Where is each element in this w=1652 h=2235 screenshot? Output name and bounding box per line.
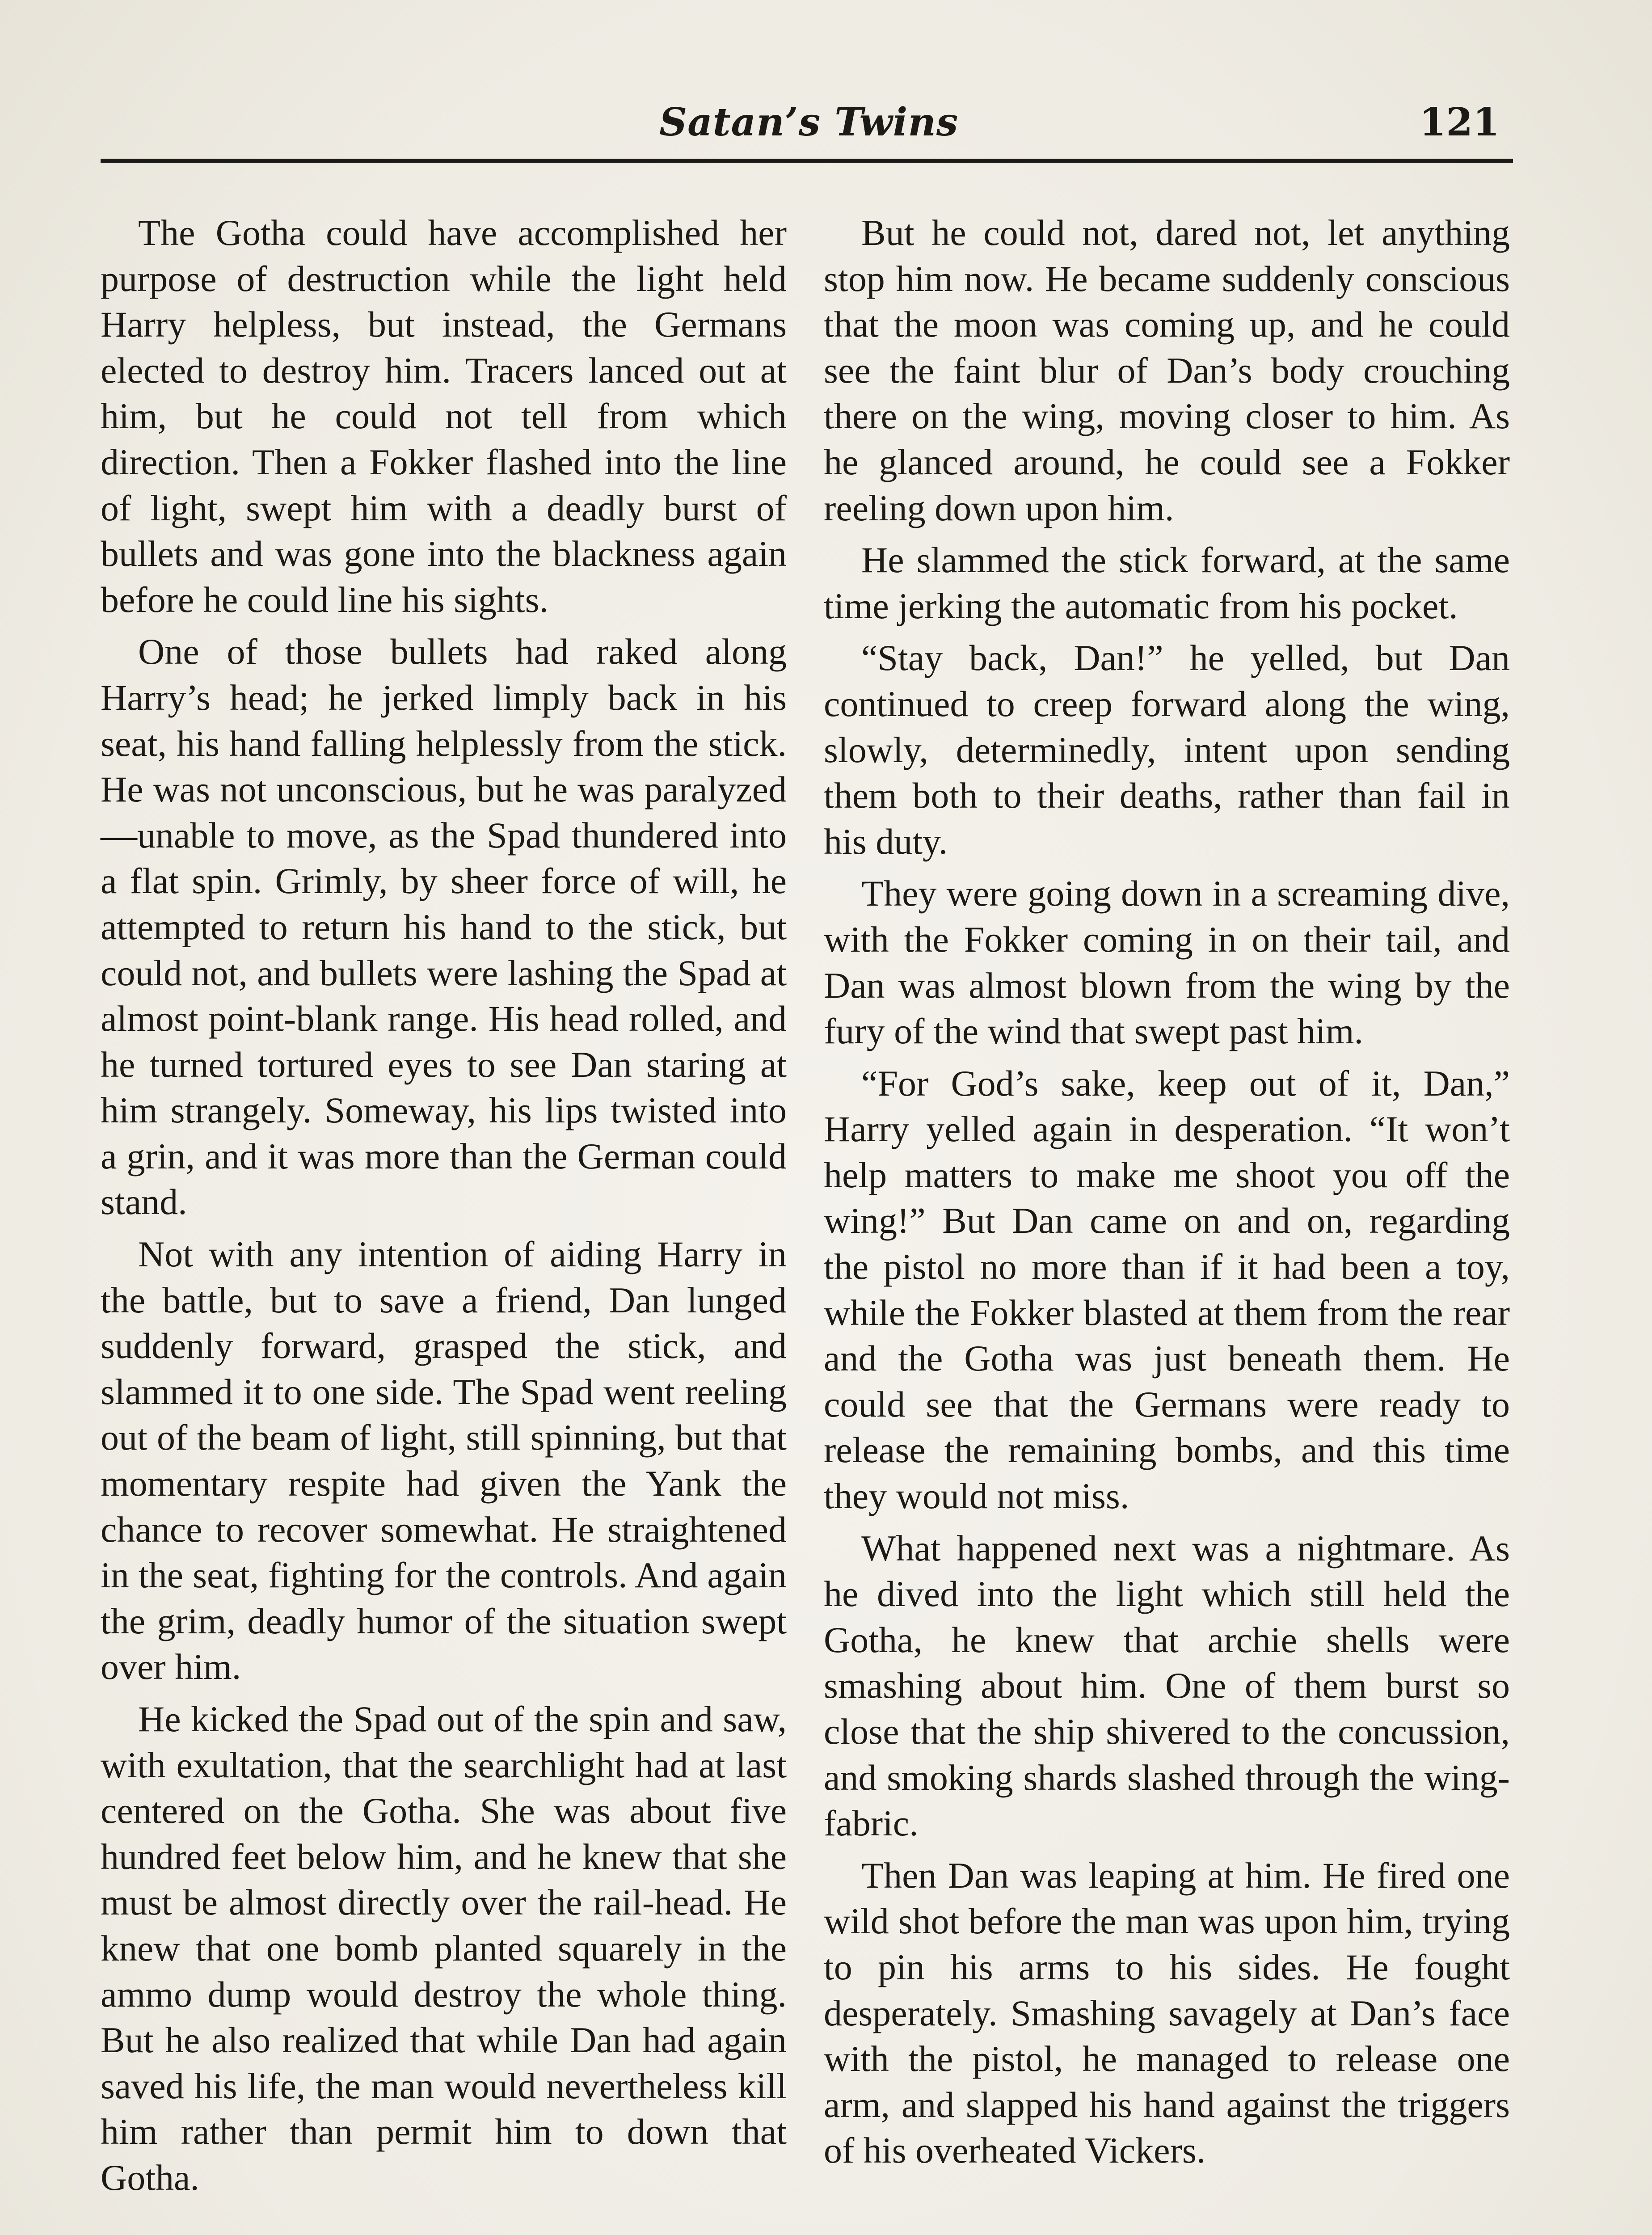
left-text-column: [101, 210, 787, 2207]
paragraph: Then Dan was leaping at him. He fired one wild shot before the man was upon him, trying to pin his arms to his sides. He fought desperately. Smashing savagely at Dan’s face with the pistol, he managed to release one arm, and slapped his hand against the triggers of his overheated Vickers.: [824, 1855, 1510, 2171]
paragraph: He slammed the stick forward, at the same time jerking the automatic from his pocket.: [824, 540, 1510, 626]
page-number: 121: [1419, 100, 1500, 145]
paragraph: One of those bullets had raked along Harry’s head; he jerked limply back in his seat, his hand falling helplessly from the stick. He was not unconscious, but he was paralyzed—unable to move, as the Spad thundered into a flat spin. Grimly, by sheer force of will, he attempted to return his hand to the stick, but could not, and bullets were lashing the Spad at almost point-blank range. His head rolled, and he turned tortured eyes to see Dan staring at him strangely. Someway, his lips twisted into a grin, and it was more than the German could stand.: [101, 631, 787, 1223]
running-header: [101, 96, 1513, 163]
running-title: Satan’s Twins: [659, 100, 959, 145]
paragraph: What happened next was a nightmare. As he dived into the light which still held the Gotha, he knew that archie shells were smashing about him. One of them burst so close that the ship shivered to the concussion, and smoking shards slashed through the wing-fabric.: [824, 1527, 1510, 1844]
paragraph: “Stay back, Dan!” he yelled, but Dan continued to creep forward along the wing, slowly, determinedly, intent upon sending them both to their deaths, rather than fail in his duty.: [824, 637, 1510, 862]
paragraph: They were going down in a screaming dive, with the Fokker coming in on their tail, and Dan was almost blown from the wing by the fury of the wind that swept past him.: [824, 873, 1510, 1052]
paragraph: He kicked the Spad out of the spin and saw, with exultation, that the searchlight had at last centered on the Gotha. She was about five hundred feet below him, and he knew that she must be almost directly over the rail-head. He knew that one bomb planted squarely in the ammo dump would destroy the whole thing. But he also realized that while Dan had again saved his life, the man would nevertheless kill him rather than permit him to down that Gotha.: [101, 1699, 787, 2198]
paragraph: But he could not, dared not, let anything stop him now. He became suddenly conscious that the moon was coming up, and he could see the faint blur of Dan’s body crouching there on the wing, moving closer to him. As he glanced around, he could see a Fokker reeling down upon him.: [824, 212, 1510, 528]
paragraph: “For God’s sake, keep out of it, Dan,” Harry yelled again in desperation. “It won’t help matters to make me shoot you off the wing!” But Dan came on and on, regarding the pistol no more than if it had been a toy, while the Fokker blasted at them from the rear and the Gotha was just beneath them. He could see that the Germans were ready to release the remaining bombs, and this time they would not miss.: [824, 1063, 1510, 1517]
right-text-column: [824, 210, 1510, 2180]
paragraph: Not with any intention of aiding Harry in the battle, but to save a friend, Dan lunged suddenly forward, grasped the stick, and slammed it to one side. The Spad went reeling out of the beam of light, still spinning, but that momentary respite had given the Yank the chance to recover somewhat. He straightened in the seat, fighting for the controls. And again the grim, deadly humor of the situation swept over him.: [101, 1234, 787, 1687]
paragraph: The Gotha could have accomplished her purpose of destruction while the light held Harry helpless, but instead, the Germans elected to destroy him. Tracers lanced out at him, but he could not tell from which direction. Then a Fokker flashed into the line of light, swept him with a deadly burst of bullets and was gone into the blackness again before he could line his sights.: [101, 212, 787, 620]
